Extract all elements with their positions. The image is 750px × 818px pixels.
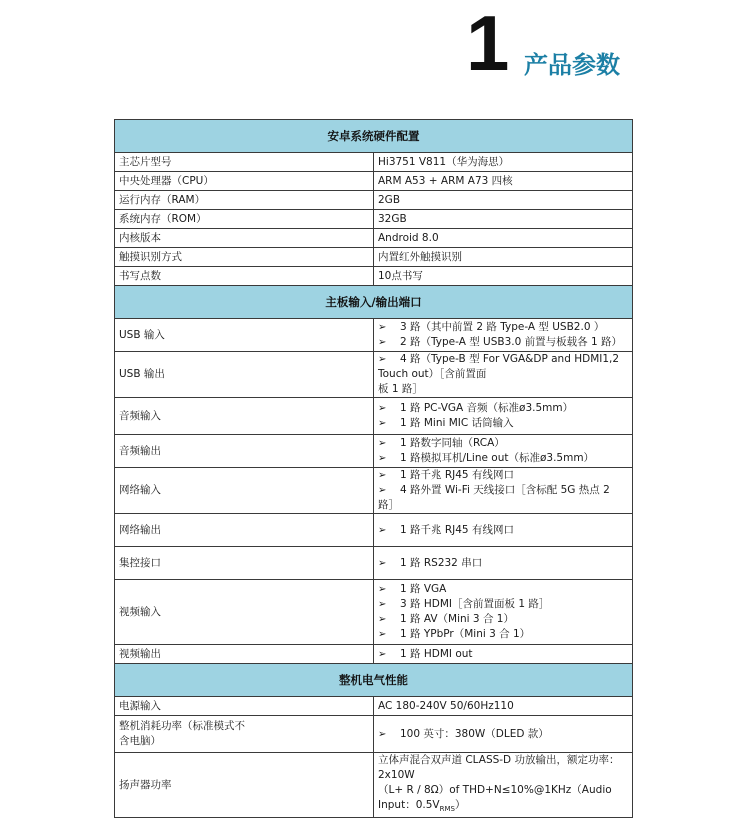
row-label: 扬声器功率 — [115, 753, 374, 818]
section-header-electrical — [115, 664, 633, 697]
arrow-bullet-icon: ➢ — [378, 485, 387, 496]
arrow-bullet-icon: ➢ — [378, 629, 387, 640]
arrow-bullet-icon: ➢ — [378, 728, 387, 740]
table-row — [115, 319, 633, 352]
list-item: ➢ 1 路模拟耳机/Line out（标准ø3.5mm） — [378, 452, 595, 464]
section-title: 安卓系统硬件配置 — [115, 120, 633, 153]
row-label: 内核版本 — [115, 229, 374, 248]
table-row — [115, 352, 633, 398]
row-label: 视频输入 — [115, 580, 374, 645]
list-item: ➢ 1 路 RS232 串口 — [378, 556, 483, 569]
table-row — [115, 153, 633, 172]
list-item: ➢ 1 路千兆 RJ45 有线网口 — [378, 469, 514, 481]
spec-table — [114, 119, 633, 818]
row-value: 2GB — [374, 191, 633, 210]
row-value — [374, 468, 633, 514]
arrow-bullet-icon: ➢ — [378, 584, 387, 595]
arrow-bullet-icon: ➢ — [378, 438, 387, 449]
table-row — [115, 210, 633, 229]
row-label: 音频输入 — [115, 398, 374, 435]
table-row — [115, 468, 633, 514]
list-item: ➢ 4 路外置 Wi-Fi 天线接口［含标配 5G 热点 2 路］ — [378, 484, 610, 511]
section-title: 整机电气性能 — [115, 664, 633, 697]
row-value — [374, 398, 633, 435]
table-row — [115, 435, 633, 468]
row-value — [374, 352, 633, 398]
row-value — [374, 645, 633, 664]
row-value — [374, 547, 633, 580]
table-row — [115, 191, 633, 210]
section-header-hardware — [115, 120, 633, 153]
row-label: USB 输出 — [115, 352, 374, 398]
list-item: ➢ 3 路 HDMI［含前置面板 1 路］ — [378, 598, 550, 610]
row-value: 10点书写 — [374, 267, 633, 286]
table-row — [115, 514, 633, 547]
arrow-bullet-icon: ➢ — [378, 557, 387, 569]
row-value: Android 8.0 — [374, 229, 633, 248]
row-label: 集控接口 — [115, 547, 374, 580]
arrow-bullet-icon: ➢ — [378, 354, 387, 365]
arrow-bullet-icon: ➢ — [378, 648, 387, 660]
row-label: 视频输出 — [115, 645, 374, 664]
row-value: 32GB — [374, 210, 633, 229]
arrow-bullet-icon: ➢ — [378, 614, 387, 625]
arrow-bullet-icon: ➢ — [378, 337, 387, 348]
section-title: 主板输入/输出端口 — [115, 286, 633, 319]
arrow-bullet-icon: ➢ — [378, 403, 387, 414]
table-row — [115, 398, 633, 435]
row-label: 电源输入 — [115, 697, 374, 716]
row-label: 书写点数 — [115, 267, 374, 286]
table-row — [115, 697, 633, 716]
table-row — [115, 172, 633, 191]
table-row — [115, 248, 633, 267]
row-label: 音频输出 — [115, 435, 374, 468]
list-item: ➢ 1 路 HDMI out — [378, 647, 473, 660]
row-value: 内置红外触摸识别 — [374, 248, 633, 267]
row-value: Hi3751 V811（华为海思） — [374, 153, 633, 172]
row-value — [374, 716, 633, 753]
row-label: USB 输入 — [115, 319, 374, 352]
list-item: ➢ 1 路 VGA — [378, 583, 447, 595]
arrow-bullet-icon: ➢ — [378, 322, 387, 333]
table-row — [115, 645, 633, 664]
table-row — [115, 580, 633, 645]
row-label: 主芯片型号 — [115, 153, 374, 172]
list-item: ➢ 1 路数字同轴（RCA） — [378, 437, 505, 449]
row-value — [374, 319, 633, 352]
arrow-bullet-icon: ➢ — [378, 470, 387, 481]
row-value: AC 180-240V 50/60Hz110 — [374, 697, 633, 716]
row-label: 整机消耗功率（标准模式不 含电脑） — [115, 716, 374, 753]
row-label: 运行内存（RAM） — [115, 191, 374, 210]
list-item-continuation: 板 1 路］ — [378, 383, 423, 395]
row-label: 网络输出 — [115, 514, 374, 547]
row-label: 中央处理器（CPU） — [115, 172, 374, 191]
table-row — [115, 229, 633, 248]
chapter-number: 1 — [466, 0, 510, 87]
list-item: ➢ 100 英寸：380W（DLED 款） — [378, 727, 549, 740]
list-item: ➢ 2 路（Type-A 型 USB3.0 前置与板载各 1 路） — [378, 336, 622, 348]
arrow-bullet-icon: ➢ — [378, 599, 387, 610]
row-value — [374, 580, 633, 645]
row-label: 网络输入 — [115, 468, 374, 514]
list-item: ➢ 4 路（Type-B 型 For VGA&DP and HDMI1,2 Touch out）［含前置面 — [378, 353, 620, 380]
arrow-bullet-icon: ➢ — [378, 418, 387, 429]
table-row — [115, 547, 633, 580]
arrow-bullet-icon: ➢ — [378, 524, 387, 536]
table-row — [115, 716, 633, 753]
list-item: ➢ 1 路 Mini MIC 话筒输入 — [378, 417, 514, 429]
table-row — [115, 267, 633, 286]
row-value — [374, 514, 633, 547]
list-item: ➢ 1 路千兆 RJ45 有线网口 — [378, 523, 514, 536]
row-label: 触摸识别方式 — [115, 248, 374, 267]
row-value: ARM A53 + ARM A73 四核 — [374, 172, 633, 191]
list-item: ➢ 1 路 PC-VGA 音频（标准ø3.5mm） — [378, 402, 574, 414]
arrow-bullet-icon: ➢ — [378, 453, 387, 464]
table-row — [115, 753, 633, 818]
section-header-io — [115, 286, 633, 319]
list-item: ➢ 3 路（其中前置 2 路 Type-A 型 USB2.0 ） — [378, 321, 605, 333]
row-value — [374, 435, 633, 468]
list-item: ➢ 1 路 YPbPr（Mini 3 合 1） — [378, 628, 531, 640]
list-item: ➢ 1 路 AV（Mini 3 合 1） — [378, 613, 514, 625]
row-value: 立体声混合双声道 CLASS-D 功放输出，额定功率：2x10W （L+ R / 8Ω）of THD+N≤10%@1KHz（Audio Input：$0.5V_{RMS}$） — [374, 753, 633, 818]
chapter-title: 产品参数 — [524, 51, 620, 79]
row-label: 系统内存（ROM） — [115, 210, 374, 229]
page-header — [0, 0, 750, 100]
